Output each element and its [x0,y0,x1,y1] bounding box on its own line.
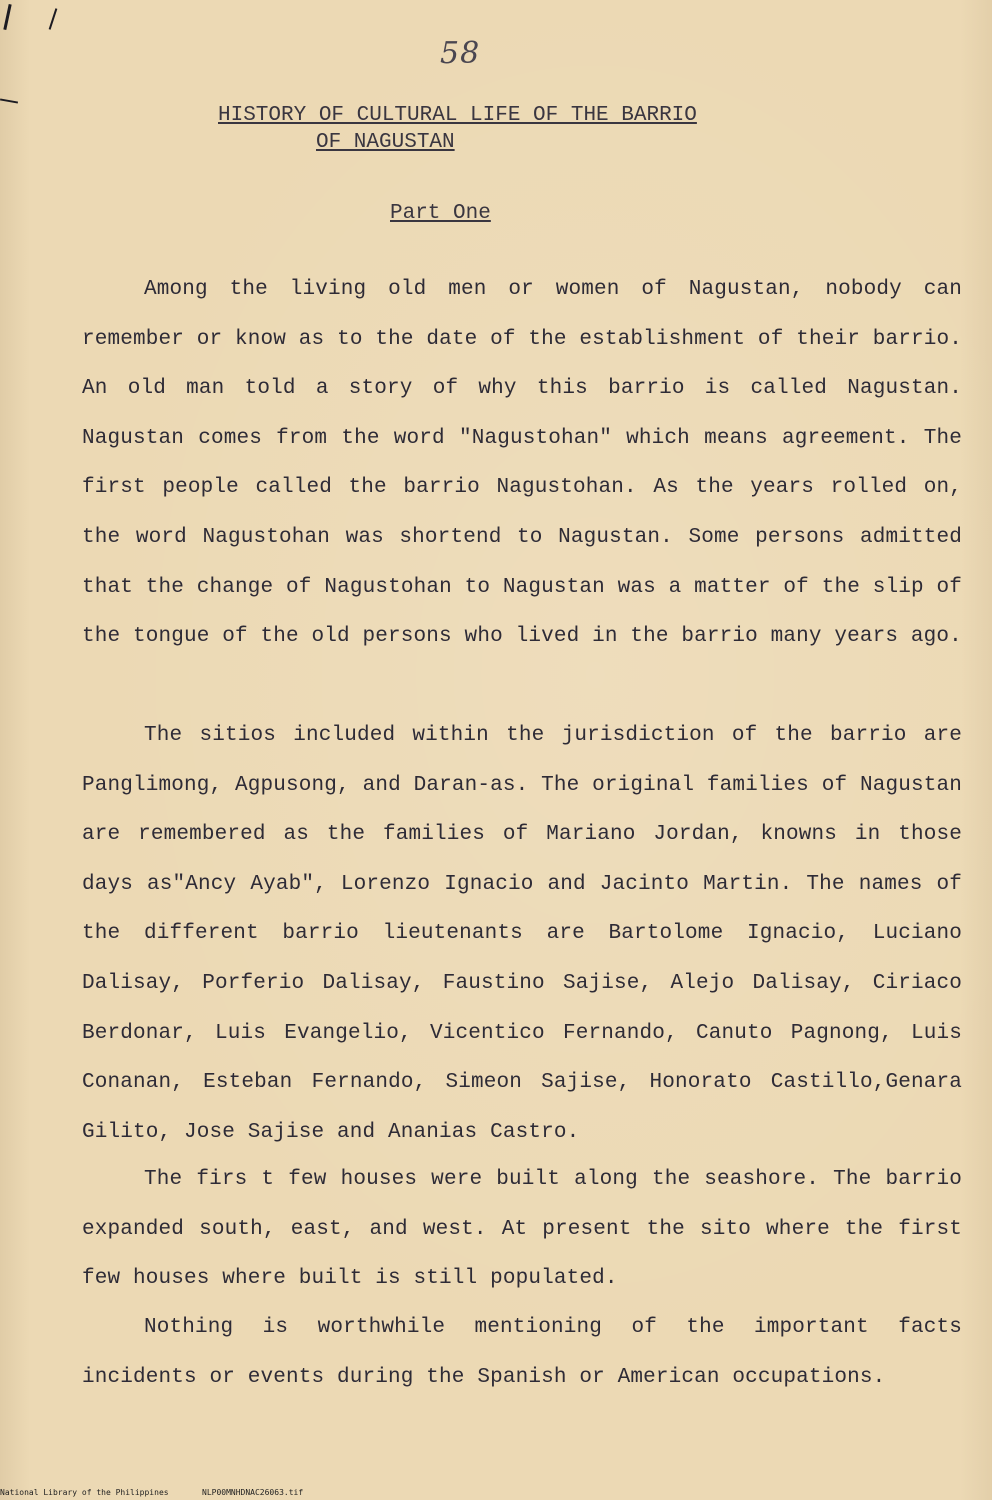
edge-mark [3,4,11,30]
paragraph-text: The firs t few houses were built along the seashore. The barrio expanded south, east, and west. At present the sito where the first few houses where built is still populated. [82,1168,962,1291]
document-title-line-1: HISTORY OF CULTURAL LIFE OF THE BARRIO [218,104,697,127]
paragraph-text: Nothing is worthwhile mentioning of the important facts incidents or events during the Spanish or American occupations. [82,1316,962,1389]
part-heading: Part One [390,202,491,225]
edge-mark [0,98,18,103]
page-number: 58 [440,36,481,71]
paragraph-3 [82,1155,962,1304]
paragraph-2 [82,711,962,1157]
document-title-line-2: OF NAGUSTAN [316,131,455,154]
paragraph-4 [82,1303,962,1402]
paragraph-text: The sitios included within the jurisdiction of the barrio are Panglimong, Agpusong, and Daran-as. The original families of Nagustan are remembered as the families of Mariano Jordan, knowns in those days as"Ancy Ayab", Lorenzo Ignacio and Jacinto Martin. The names of the different barrio lieutenants are Bartolome Ignacio, Luciano Dalisay, Porferio Dalisay, Faustino Sajise, Alejo Dalisay, Ciriaco Berdonar, Luis Evangelio, Vicentico Fernando, Canuto Pagnong, Luis Conanan, Esteban Fernando, Simeon Sajise, Honorato Castillo,Genara Gilito, Jose Sajise and Ananias Castro. [82,724,962,1144]
edge-mark [49,8,58,30]
paragraph-text: Among the living old men or women of Nagustan, nobody can remember or know as to the date of the establishment of their barrio. An old man told a story of why this barrio is called Nagustan. Nagustan comes from the word "Nagustohan" which means agreement. The first people called the barrio Nagustohan. As the years rolled on, the word Nagustohan was shortend to Nagustan. Some persons admitted that the change of Nagustohan to Nagustan was a matter of the slip of the tongue of the old persons who lived in the barrio many years ago. [82,278,962,649]
paragraph-1 [82,265,962,662]
footer-library: National Library of the Philippines [0,1488,169,1497]
footer-filename: NLP00MNHDNAC26063.tif [202,1488,304,1497]
